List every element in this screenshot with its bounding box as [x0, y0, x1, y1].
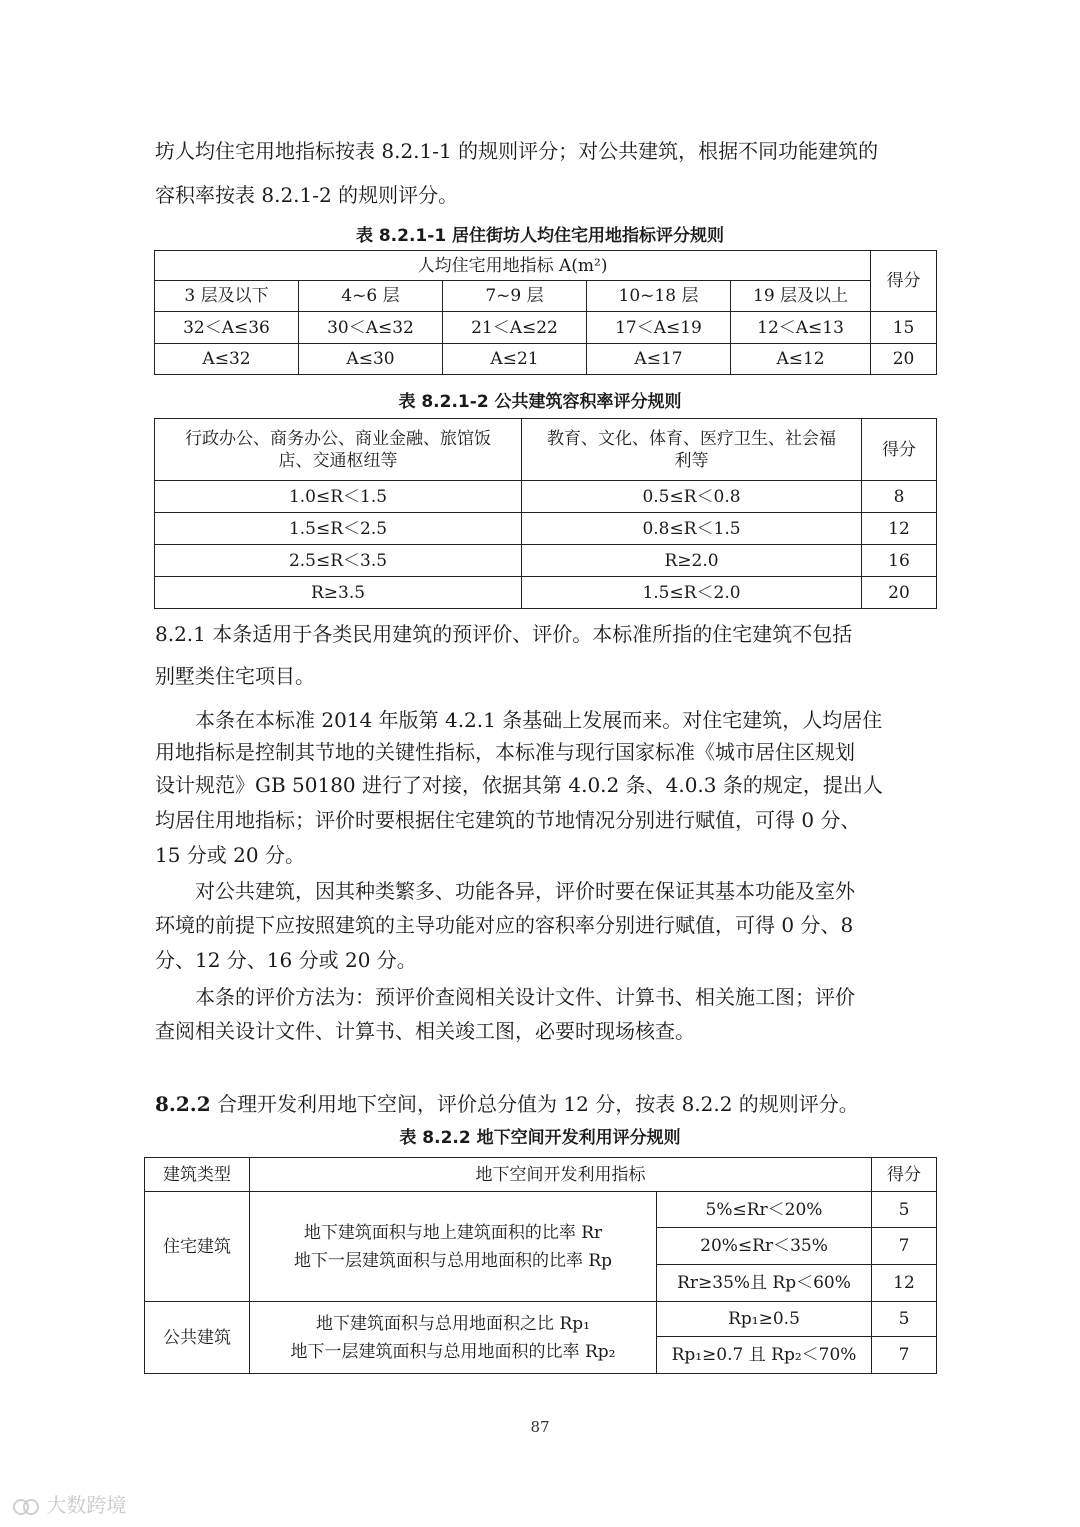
table1-header: 人均住宅用地指标 A(m²)	[155, 251, 871, 281]
table3-caption: 表 8.2.2 地下空间开发利用评分规则	[399, 1128, 681, 1148]
table-cell: 17＜A≤19	[587, 312, 731, 344]
table-cell: 1.0≤R＜1.5	[155, 481, 522, 513]
paragraph-line: 环境的前提下应按照建筑的主导功能对应的容积率分别进行赋值，可得 0 分、8	[155, 913, 854, 937]
table3-score-header: 得分	[872, 1158, 937, 1192]
paragraph-line: 均居住用地指标；评价时要根据住宅建筑的节地情况分别进行赋值，可得 0 分、	[155, 808, 861, 832]
table-row	[155, 577, 937, 609]
clause-8-2-1-line-2: 别墅类住宅项目。	[155, 664, 315, 688]
table-cell: 1.5≤R＜2.5	[155, 513, 522, 545]
paragraph-line: 设计规范》GB 50180 进行了对接，依据其第 4.0.2 条、4.0.3 条的规定，提出人	[155, 773, 883, 797]
table-cell: Rp₁≥0.5	[657, 1302, 872, 1337]
table-cell: 12＜A≤13	[731, 312, 871, 344]
table-cell: 1.5≤R＜2.0	[522, 577, 862, 609]
table2-caption: 表 8.2.1-2 公共建筑容积率评分规则	[398, 392, 682, 412]
table3-indicator-header: 地下空间开发利用指标	[250, 1158, 872, 1192]
table-cell: Rr≥35%且 Rp＜60%	[657, 1265, 872, 1302]
table1-col-header: 4~6 层	[299, 281, 443, 312]
table-cell: A≤12	[731, 344, 871, 375]
paragraph-line: 查阅相关设计文件、计算书、相关竣工图，必要时现场核查。	[155, 1019, 695, 1043]
table-score: 12	[872, 1265, 937, 1302]
watermark-logo-icon	[12, 1497, 40, 1517]
table-8-2-1-1	[154, 250, 937, 375]
paragraph-line: 15 分或 20 分。	[155, 843, 305, 867]
table-cell: 30＜A≤32	[299, 312, 443, 344]
table-row	[155, 481, 937, 513]
intro-line-1: 坊人均住宅用地指标按表 8.2.1-1 的规则评分；对公共建筑，根据不同功能建筑的	[155, 139, 879, 163]
table-cell: A≤30	[299, 344, 443, 375]
table-row	[145, 1192, 937, 1228]
table-cell: 32＜A≤36	[155, 312, 299, 344]
table-score: 20	[862, 577, 937, 609]
section-number: 8.2.2	[155, 1092, 211, 1116]
table1-caption: 表 8.2.1-1 居住街坊人均住宅用地指标评分规则	[355, 226, 725, 246]
table-row	[155, 545, 937, 577]
paragraph-line: 对公共建筑，因其种类繁多、功能各异，评价时要在保证其基本功能及室外	[195, 879, 855, 903]
table-cell: 21＜A≤22	[443, 312, 587, 344]
table-score: 8	[862, 481, 937, 513]
table3-residential-type: 住宅建筑	[145, 1192, 250, 1302]
table-cell: A≤21	[443, 344, 587, 375]
table-score: 5	[872, 1192, 937, 1228]
clause-8-2-1-line-1: 8.2.1 本条适用于各类民用建筑的预评价、评价。本标准所指的住宅建筑不包括	[155, 622, 853, 646]
table2-col1-header	[155, 419, 522, 481]
table-cell: 2.5≤R＜3.5	[155, 545, 522, 577]
table-score: 20	[871, 344, 937, 375]
table-score: 16	[862, 545, 937, 577]
paragraph-line: 用地指标是控制其节地的关键性指标，本标准与现行国家标准《城市居住区规划	[155, 740, 855, 764]
table-cell: A≤17	[587, 344, 731, 375]
table-score: 7	[872, 1337, 937, 1374]
table-row	[145, 1302, 937, 1337]
table2-col1-header-line1: 行政办公、商务办公、商业金融、旅馆饭	[185, 428, 491, 449]
table2-score-header: 得分	[862, 419, 937, 481]
table-8-2-1-2	[154, 418, 937, 609]
table1-col-header: 19 层及以上	[731, 281, 871, 312]
table2-col1-header-line2: 店、交通枢纽等	[278, 450, 398, 471]
paragraph-line: 本条在本标准 2014 年版第 4.2.1 条基础上发展而来。对住宅建筑，人均居住	[195, 708, 883, 732]
paragraph-line: 本条的评价方法为：预评价查阅相关设计文件、计算书、相关施工图；评价	[195, 985, 855, 1009]
table-cell: 5%≤Rr＜20%	[657, 1192, 872, 1228]
table1-score-header: 得分	[871, 251, 937, 312]
table-cell: R≥3.5	[155, 577, 522, 609]
watermark	[12, 1489, 126, 1518]
table-row	[155, 513, 937, 545]
table1-col-header: 3 层及以下	[155, 281, 299, 312]
table-score: 12	[862, 513, 937, 545]
table3-residential-indicator	[250, 1192, 657, 1302]
table1-col-header: 7~9 层	[443, 281, 587, 312]
indicator-line: 地下一层建筑面积与总用地面积的比率 Rp₂	[290, 1341, 616, 1362]
table3-public-type: 公共建筑	[145, 1302, 250, 1374]
table-cell: 0.5≤R＜0.8	[522, 481, 862, 513]
table-row	[155, 312, 937, 344]
indicator-line: 地下建筑面积与总用地面积之比 Rp₁	[316, 1313, 590, 1334]
table-score: 7	[872, 1228, 937, 1265]
indicator-line: 地下一层建筑面积与总用地面积的比率 Rp	[293, 1250, 613, 1271]
table-cell: A≤32	[155, 344, 299, 375]
table-cell: 20%≤Rr＜35%	[657, 1228, 872, 1265]
page-number: 87	[530, 1418, 550, 1436]
table3-type-header: 建筑类型	[145, 1158, 250, 1192]
section-text: 合理开发利用地下空间，评价总分值为 12 分，按表 8.2.2 的规则评分。	[210, 1092, 859, 1116]
table-cell: 0.8≤R＜1.5	[522, 513, 862, 545]
indicator-line: 地下建筑面积与地上建筑面积的比率 Rr	[303, 1222, 603, 1243]
table3-public-indicator	[250, 1302, 657, 1374]
intro-line-2: 容积率按表 8.2.1-2 的规则评分。	[155, 183, 459, 207]
table1-col-header: 10~18 层	[587, 281, 731, 312]
section-8-2-2	[155, 1090, 859, 1118]
table-cell: Rp₁≥0.7 且 Rp₂＜70%	[657, 1337, 872, 1374]
watermark-text: 大数跨境	[46, 1493, 127, 1517]
table2-col2-header-line2: 利等	[674, 450, 709, 471]
table-score: 15	[871, 312, 937, 344]
paragraph-line: 分、12 分、16 分或 20 分。	[155, 948, 417, 972]
table-8-2-2	[144, 1157, 937, 1374]
table-score: 5	[872, 1302, 937, 1337]
table2-col2-header	[522, 419, 862, 481]
table-row	[155, 344, 937, 375]
table2-col2-header-line1: 教育、文化、体育、医疗卫生、社会福	[547, 428, 836, 449]
table-cell: R≥2.0	[522, 545, 862, 577]
